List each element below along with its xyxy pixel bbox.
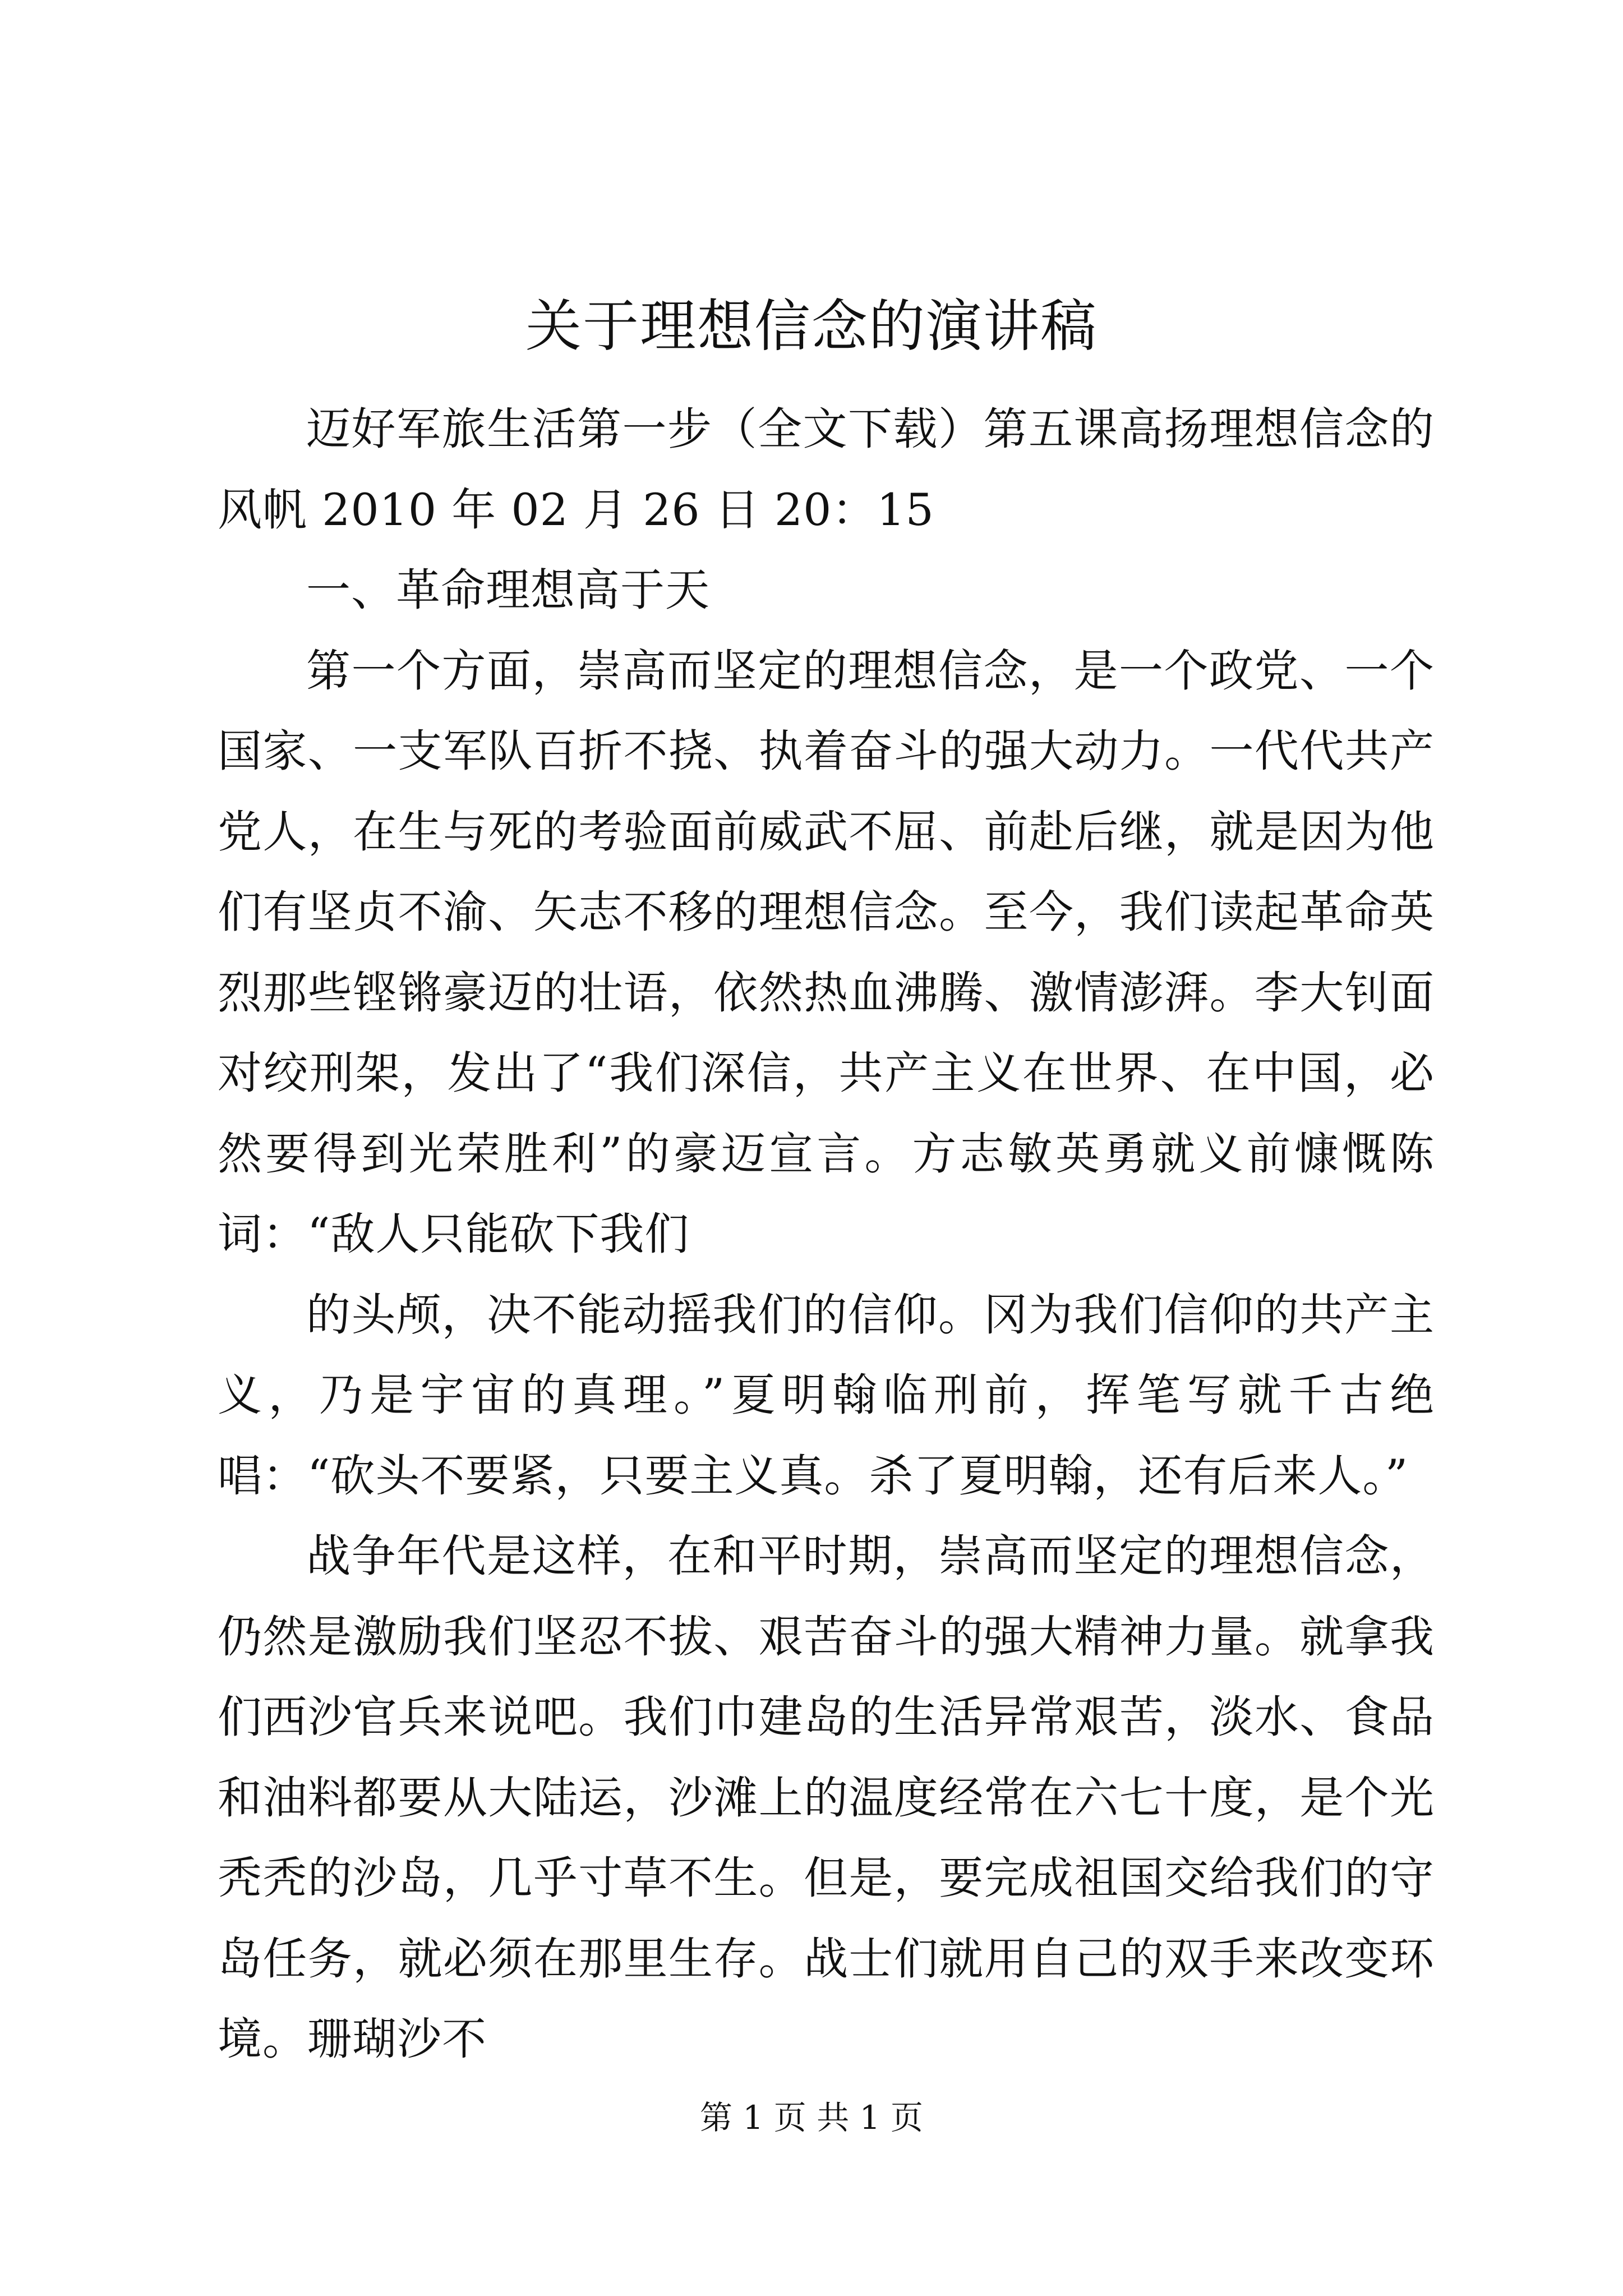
document-title: 关于理想信念的演讲稿 [525, 293, 1098, 359]
document-body [218, 389, 1435, 2080]
page-number-footer: 第 1 页 共 1 页 [700, 2099, 923, 2137]
paragraph-source-line: 迈好军旅生活第一步（全文下载）第五课高扬理想信念的风帆 2010 年 02 月 26 日 20：15 [218, 403, 1435, 536]
paragraph-revolutionary-ideals: 第一个方面，崇高而坚定的理想信念，是一个政党、一个国家、一支军队百折不挠、执着奋斗的强大动力。一代代共产党人，在生与死的考验面前威武不屈、前赴后继，就是因为他们有坚贞不渝、矢志不移的理想信念。至今，我们读起革命英烈那些铿锵豪迈的壮语，依然热血沸腾、激情澎湃。李大钊面对绞刑架，发出了“我们深信，共产主义在世界、在中国，必然要得到光荣胜利”的豪迈宣言。方志敏英勇就义前慷慨陈词：“敌人只能砍下我们 [218, 645, 1435, 1260]
paragraph-peacetime: 战争年代是这样，在和平时期，崇高而坚定的理想信念，仍然是激励我们坚忍不拔、艰苦奋斗的强大精神力量。就拿我们西沙官兵来说吧。我们巾建岛的生活异常艰苦，淡水、食品和油料都要从大陆运，沙滩上的温度经常在六七十度，是个光秃秃的沙岛，几乎寸草不生。但是，要完成祖国交给我们的守岛任务，就必须在那里生存。战士们就用自己的双手来改变环境。珊瑚沙不 [218, 1530, 1435, 2065]
section-heading: 一、革命理想高于天 [306, 564, 710, 616]
paragraph-continuation: 的头颅，决不能动摇我们的信仰。冈为我们信仰的共产主义，乃是宇宙的真理。”夏明翰临刑前，挥笔写就千古绝唱：“砍头不要紧，只要主义真。杀了夏明翰，还有后来人。” [218, 1289, 1435, 1502]
